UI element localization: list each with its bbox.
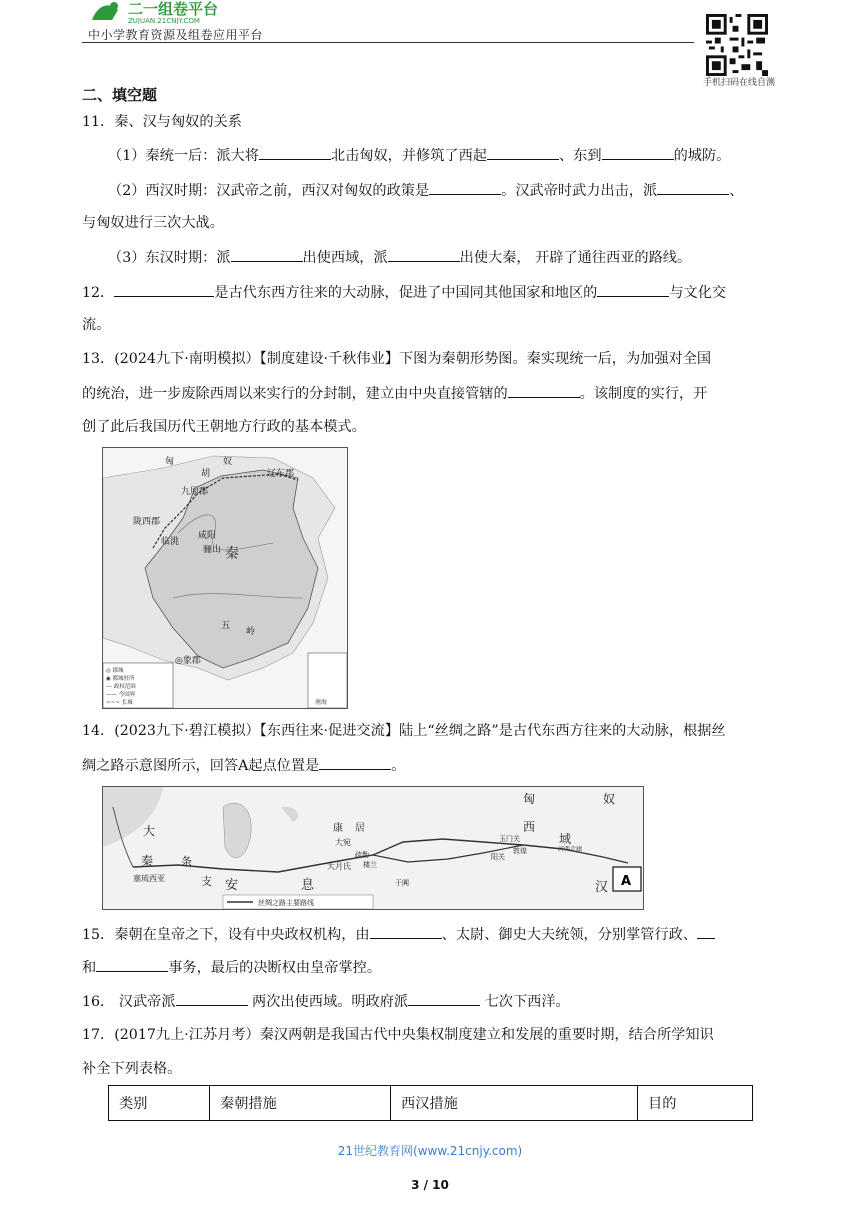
map-label: 匈 <box>523 792 536 806</box>
map-label: 河西走廊 <box>558 846 583 853</box>
map-label: 临洮 <box>161 537 180 547</box>
map-label: 条 <box>181 855 192 868</box>
q17-line2: 补全下列表格。 <box>82 1061 182 1077</box>
qin-dynasty-map <box>102 447 348 709</box>
map-label: 楼兰 <box>363 861 377 869</box>
legend-item: 丝绸之路主要路线 <box>258 899 314 907</box>
q11-part3: （3）东汉时期：派 出使西域，派 出使大秦， 开辟了通往西亚的路线。 <box>108 247 691 268</box>
brand-url: ZUJUAN.21CNJY.COM <box>128 17 200 24</box>
q15-line2: 和 事务，最后的决断权由皇帝掌控。 <box>82 957 381 978</box>
map-label: 支 <box>201 875 212 888</box>
answer-blank[interactable] <box>487 145 559 160</box>
q13-line1: 13．(2024九下·南明模拟）【制度建设·千秋伟业】下图为秦朝形势图。秦实现统一后，为加强对全国 <box>82 351 712 367</box>
map-label: 咸阳 <box>198 531 217 541</box>
map-label: 骊山 <box>203 545 222 555</box>
qr-code-icon[interactable] <box>706 14 768 76</box>
q11-part2-line2: 与匈奴进行三次大战。 <box>82 215 224 231</box>
map-label: 息 <box>301 878 315 893</box>
map-label: 奴 <box>223 457 233 467</box>
q11-part2: （2）西汉时期：汉武帝之前，西汉对匈奴的政策是 。汉武帝时武力出击，派 、 <box>108 180 743 201</box>
map-label: 胡 <box>201 469 211 479</box>
legend-item: —— 今国界 <box>106 692 136 698</box>
map-label: 九原郡 <box>181 487 209 497</box>
q14-line1: 14．(2023九下·碧江模拟）【东西往来·促进交流】陆上“丝绸之路”是古代东西方往来的大动脉，根据丝 <box>82 723 726 739</box>
answer-blank[interactable] <box>597 282 669 297</box>
map-label: 西 <box>523 820 536 834</box>
answer-blank[interactable] <box>114 282 214 297</box>
q17-line1: 17．(2017九上·江苏月考）秦汉两朝是我国古代中央集权制度建立和发展的重要时期，结合所学知识 <box>82 1027 714 1043</box>
map-label: 大 <box>143 824 156 838</box>
legend-item: ◎ 郡城 <box>106 668 124 674</box>
answer-blank[interactable] <box>388 247 460 262</box>
brand-name: 二一组卷平台 <box>128 0 219 18</box>
answer-blank[interactable] <box>259 145 331 160</box>
map-label: 大宛 <box>335 838 351 847</box>
map-label: 秦 <box>225 546 239 562</box>
map-label: 于阗 <box>395 879 409 887</box>
point-a-label: A <box>621 874 632 889</box>
table-header-row <box>109 1086 753 1121</box>
q12-line2: 流。 <box>82 317 111 333</box>
qr-caption: 手机扫码在线自测 <box>702 78 775 88</box>
q13-line3: 创了此后我国历代王朝地方行政的基本模式。 <box>82 419 366 435</box>
map-label: 安 <box>225 878 239 893</box>
map-label: 疏勒 <box>355 851 369 859</box>
map-label: 汉 <box>595 880 609 895</box>
map-label: 大月氏 <box>327 862 351 871</box>
answer-blank[interactable] <box>697 924 715 939</box>
table-header-cell: 目的 <box>638 1086 753 1121</box>
map-label: 阳关 <box>491 853 505 861</box>
table-header-cell: 秦朝措施 <box>210 1086 391 1121</box>
q17-table <box>108 1085 753 1121</box>
map-label: 匈 <box>165 457 175 467</box>
answer-blank[interactable] <box>176 991 248 1006</box>
answer-blank[interactable] <box>96 957 168 972</box>
map-label: 居 <box>355 823 365 834</box>
map-label: 塞琉西亚 <box>133 874 165 883</box>
q11-part1: （1）秦统一后：派大将 北击匈奴，并修筑了西起 、东到 的城防。 <box>108 145 730 166</box>
map-label: 岭 <box>246 627 256 637</box>
answer-blank[interactable] <box>657 180 729 195</box>
legend-item: ~~~ 长城 <box>106 700 133 706</box>
answer-blank[interactable] <box>508 383 580 398</box>
answer-blank[interactable] <box>231 247 303 262</box>
site-logo <box>88 0 273 24</box>
header-rule <box>82 42 694 43</box>
map-label: 南海 <box>315 699 328 706</box>
answer-blank[interactable] <box>602 145 674 160</box>
answer-blank[interactable] <box>429 180 501 195</box>
map-label: 敦煌 <box>513 847 527 855</box>
footer-site-link[interactable]: 21世纪教育网(www.21cnjy.com) <box>337 1144 523 1158</box>
legend-item: --- 政权范围 <box>106 684 136 690</box>
map-label: 辽东郡 <box>267 469 295 479</box>
map-label: 域 <box>559 832 572 846</box>
section-title: 二、填空题 <box>82 86 158 104</box>
table-header-cell: 西汉措施 <box>391 1086 638 1121</box>
map-label: ◎象郡 <box>175 656 201 666</box>
answer-blank[interactable] <box>319 755 391 770</box>
map-label: 陇西郡 <box>133 517 161 527</box>
map-label: 五 <box>221 621 231 631</box>
q13-line2: 的统治，进一步废除西周以来实行的分封制，建立由中央直接管辖的 。该制度的实行，开 <box>82 383 707 404</box>
header-subtitle: 中小学教育资源及组卷应用平台 <box>88 28 264 42</box>
answer-blank[interactable] <box>370 924 442 939</box>
map-label: 秦 <box>141 854 154 868</box>
map-label: 玉门关 <box>499 835 520 843</box>
silk-road-map <box>102 786 644 910</box>
table-header-cell: 类别 <box>109 1086 210 1121</box>
q12-line1: 12． 是古代东西方往来的大动脉，促进了中国同其他国家和地区的 与文化交 <box>82 282 726 303</box>
q15-line1: 15．秦朝在皇帝之下，设有中央政权机构，由 、太尉、御史大夫统领，分别掌管行政、 <box>82 924 715 945</box>
legend-item: ◉ 都城驻所 <box>106 676 135 682</box>
map-label: 康 <box>333 823 343 834</box>
q11-stem: 11．秦、汉与匈奴的关系 <box>82 114 242 130</box>
answer-blank[interactable] <box>408 991 480 1006</box>
map-label: 奴 <box>603 792 616 806</box>
page-number: 3 / 10 <box>411 1178 449 1192</box>
q14-line2: 绸之路示意图所示，回答A起点位置是 。 <box>82 755 405 776</box>
q16-line: 16． 汉武帝派 两次出使西域。明政府派 七次下西洋。 <box>82 991 570 1012</box>
